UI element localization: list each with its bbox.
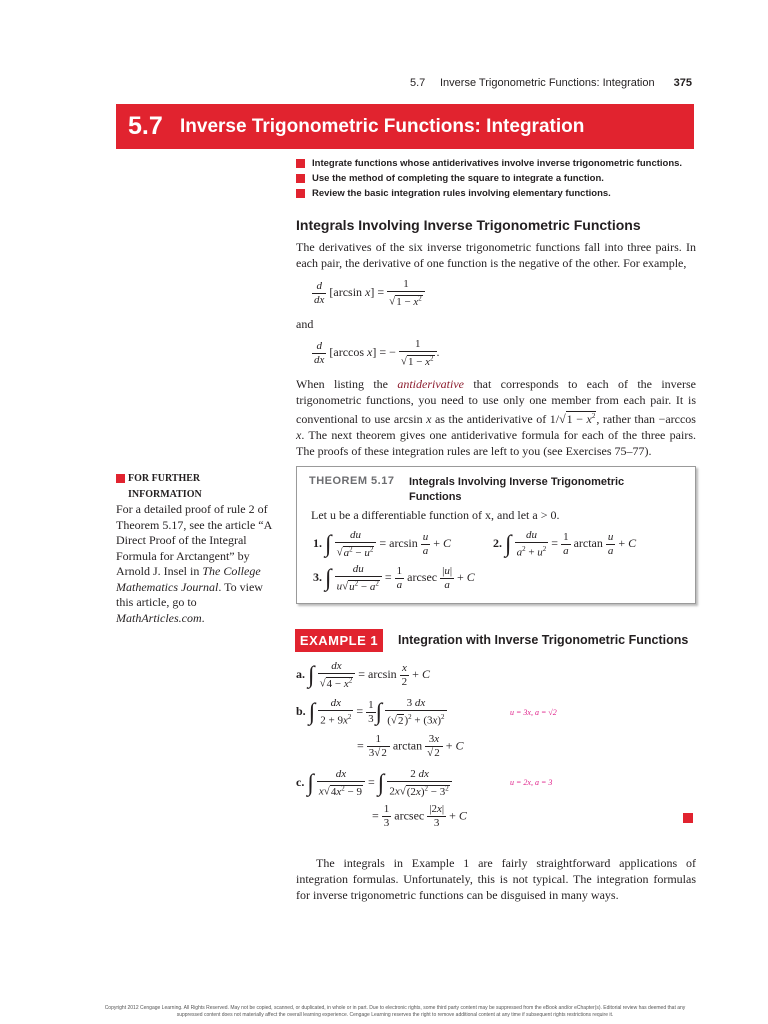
- objective-item: Review the basic integration rules involving elementary functions.: [296, 186, 716, 201]
- theorem-rule-2: 2. ∫ $\frac{du}{a^2 + u^2}$ = $\frac{1}{a}$ arctan $\frac{u}{a}$ + C: [493, 529, 637, 559]
- objective-item: Use the method of completing the square to integrate a function.: [296, 171, 716, 186]
- header-section-number: 5.7: [410, 77, 426, 89]
- end-of-example-icon: [683, 813, 693, 823]
- example-part-c-result: = $\frac{1}{3}$ arcsec $\frac{|2x|}{3}$ + C: [372, 803, 467, 829]
- example-part-b-result: = $\frac{1}{3√2}$ arctan $\frac{3x}{√2}$ + C: [357, 733, 464, 759]
- running-header: [400, 77, 700, 93]
- section-title: Inverse Trigonometric Functions: Integration: [180, 116, 585, 137]
- section-banner: [116, 104, 694, 149]
- example-part-c: c. ∫ $\frac{dx}{x√4x^2 - 9}$ = ∫ $\frac{2 dx}{2x√(2x)^2 - 3^2}$: [296, 768, 452, 799]
- page-number: 375: [673, 77, 692, 89]
- antiderivative-paragraph: When listing the antiderivative that corresponds to each of the inverse trigonometric functions, you need to use only one member from each pair. It is conventional to use arcsin x as the antiderivative of $1/√1 - x^2$, rather than −arccos x. The next theorem gives one antiderivative formula for each of the three pairs. The proofs of these integration rules are left to you (see Exercises 75–77).: [296, 377, 696, 458]
- subsection-heading: Integrals Involving Inverse Trigonometric Functions: [296, 217, 641, 233]
- sidebar-label: FOR FURTHER INFORMATION: [116, 471, 276, 502]
- derivative-arcsin-equation: $\frac{d}{dx}$ [arcsin x] = $\frac{1}{√1 - x^2}$: [312, 278, 425, 309]
- closing-paragraph: The integrals in Example 1 are fairly straightforward applications of integration formulas. Unfortunately, this is not typical. The integration formulas for inverse trigonometric functions can be disguised in many ways.: [296, 856, 696, 902]
- theorem-label: THEOREM 5.17: [309, 475, 395, 487]
- sidebar-text: For a detailed proof of rule 2 of Theorem 5.17, see the article “A Direct Proof of the Integral Formula for Arctangent” by Arnold J. Insel in The College Mathematics Journal. To view this article, go to MathArticles.com.: [116, 502, 272, 625]
- derivative-arccos-equation: $\frac{d}{dx}$ [arccos x] = − $\frac{1}{√1 - x^2}$ .: [314, 338, 440, 368]
- substitution-note-b: u = 3x, a = √2: [510, 708, 557, 717]
- theorem-title: Integrals Involving Inverse Trigonometric Functions: [409, 476, 625, 503]
- section-number: 5.7: [128, 112, 163, 140]
- square-bullet-icon: [296, 189, 305, 198]
- mat-articles-link[interactable]: MathArticles.com: [116, 610, 202, 625]
- objective-item: Integrate functions whose antiderivatives involve inverse trigonometric functions.: [296, 156, 716, 171]
- theorem-box: [296, 466, 696, 604]
- example-part-a: a. ∫ $\frac{dx}{√4 - x^2}$ = arcsin $\frac{x}{2}$ + C: [296, 660, 430, 690]
- example-title: Integration with Inverse Trigonometric Functions: [398, 633, 689, 647]
- substitution-note-c: u = 2x, a = 3: [510, 778, 553, 787]
- and-text: and: [296, 317, 314, 331]
- intro-paragraph: The derivatives of the six inverse trigonometric functions fall into three pairs. In each pair, the derivative of one function is the negative of the other. For example,: [296, 240, 696, 270]
- objectives-list: [296, 156, 716, 201]
- theorem-rule-1: 1. ∫ $\frac{du}{√a^2 - u^2}$ = arcsin $\frac{u}{a}$ + C: [313, 529, 452, 559]
- further-information-sidebar: [116, 471, 276, 626]
- theorem-rule-3: 3. ∫ $\frac{du}{u√u^2 - a^2}$ = $\frac{1}{a}$ arcsec $\frac{|u|}{a}$ + C: [313, 563, 475, 593]
- square-bullet-icon: [296, 174, 305, 183]
- example-part-b: b. ∫ $\frac{dx}{2 + 9x^2}$ = $\frac{1}{3}$ ∫ $\frac{3 dx}{(√2)^2 + (3x)^2}$: [296, 697, 445, 727]
- theorem-premise: Let u be a differentiable function of x, and let a > 0.: [311, 508, 560, 522]
- copyright-notice: Copyright 2012 Cengage Learning. All Rights Reserved. May not be copied, scanned, or duplicated, in whole or in part. Due to electronic rights, some third party content may be suppressed from the eBook and/or eChapter(s). Editorial review has deemed that any suppressed content does not materially affect the overall learning experience. Cengage Learning reserves the right to remove additional content at any time if subsequent rights restrictions require it.: [104, 1005, 686, 1018]
- example-badge: EXAMPLE 1: [295, 629, 383, 652]
- square-bullet-icon: [116, 474, 125, 483]
- header-title: Inverse Trigonometric Functions: Integration: [440, 77, 655, 89]
- square-bullet-icon: [296, 159, 305, 168]
